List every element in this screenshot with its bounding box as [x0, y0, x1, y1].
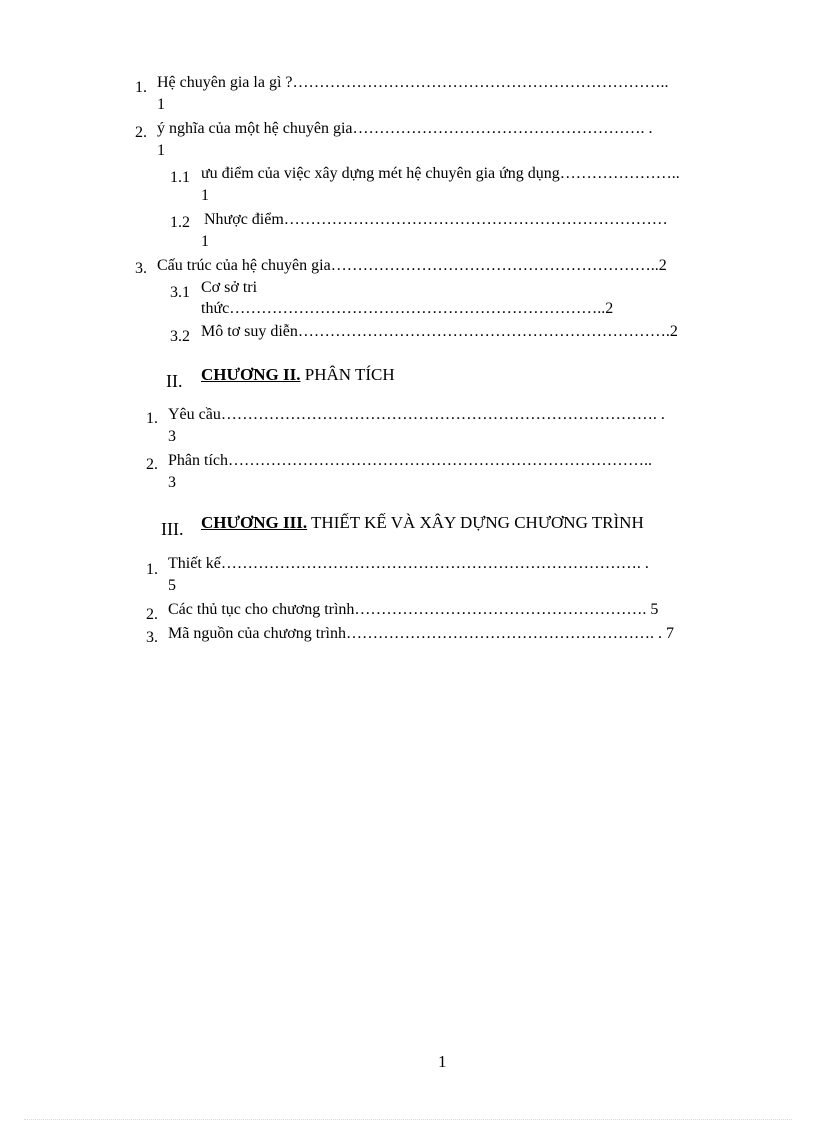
toc-page-number: 1	[157, 96, 165, 113]
chapter-label: CHƯƠNG II.	[201, 365, 301, 384]
toc-page-number: 5	[168, 577, 176, 594]
toc-entry[interactable]: Cơ sở tri	[201, 279, 258, 296]
toc-number: 1.	[135, 79, 147, 96]
chapter-heading[interactable]	[201, 512, 644, 534]
toc-entry[interactable]: Yêu cầu………………………………………………………………………. .	[168, 406, 665, 423]
toc-number: 3.	[135, 260, 147, 277]
chapter-title: PHÂN TÍCH	[300, 365, 395, 384]
toc-page-number: 3	[168, 474, 176, 491]
toc-page-number: 1	[157, 142, 165, 159]
chapter-title: THIẾT KẾ VÀ XÂY DỰNG CHƯƠNG TRÌNH	[307, 513, 644, 532]
page-number: 1	[438, 1052, 447, 1071]
toc-entry[interactable]: Mô tơ suy diễn…………………………………………………………….2	[201, 323, 678, 340]
toc-page-number: 1	[201, 233, 209, 250]
page-bottom-divider	[24, 1119, 792, 1120]
toc-entry[interactable]: Phân tích……………………………………………………………………..	[168, 452, 652, 469]
toc-entry-continued[interactable]: thức……………………………………………………………..2	[201, 300, 614, 317]
chapter-heading[interactable]	[201, 364, 395, 386]
toc-number: 2.	[146, 456, 158, 473]
chapter-label: CHƯƠNG III.	[201, 513, 308, 532]
toc-number: 3.2	[170, 328, 190, 345]
toc-entry[interactable]: Thiết kế……………………………………………………………………. .	[168, 555, 649, 572]
toc-entry[interactable]: Cấu trúc của hệ chuyên gia……………………………………………………..2	[157, 257, 667, 274]
toc-entry[interactable]: ý nghĩa của một hệ chuyên gia………………………………………………. .	[157, 120, 653, 137]
toc-page-number: 3	[168, 428, 176, 445]
toc-number: 3.	[146, 629, 158, 646]
toc-number: 1.	[146, 561, 158, 578]
toc-page-number: 1	[201, 187, 209, 204]
toc-number: 2.	[135, 124, 147, 141]
toc-entry[interactable]: Các thủ tục cho chương trình………………………………………………. 5	[168, 601, 659, 618]
toc-number: 1.2	[170, 214, 190, 231]
chapter-roman-numeral: III.	[161, 519, 184, 539]
chapter-roman-numeral: II.	[166, 371, 183, 391]
toc-number: 2.	[146, 606, 158, 623]
toc-number: 1.1	[170, 169, 190, 186]
toc-number: 3.1	[170, 284, 190, 301]
toc-entry[interactable]: ưu điểm của việc xây dựng mét hệ chuyên gia ứng dụng…………………..	[201, 165, 680, 182]
toc-entry[interactable]: Nhược điểm………………………………………………………………	[204, 211, 668, 228]
toc-number: 1.	[146, 410, 158, 427]
toc-entry[interactable]: Mã nguồn của chương trình…………………………………………………. . 7	[168, 625, 674, 642]
toc-entry[interactable]: Hệ chuyên gia la gì ?……………………………………………………………..	[157, 74, 669, 91]
